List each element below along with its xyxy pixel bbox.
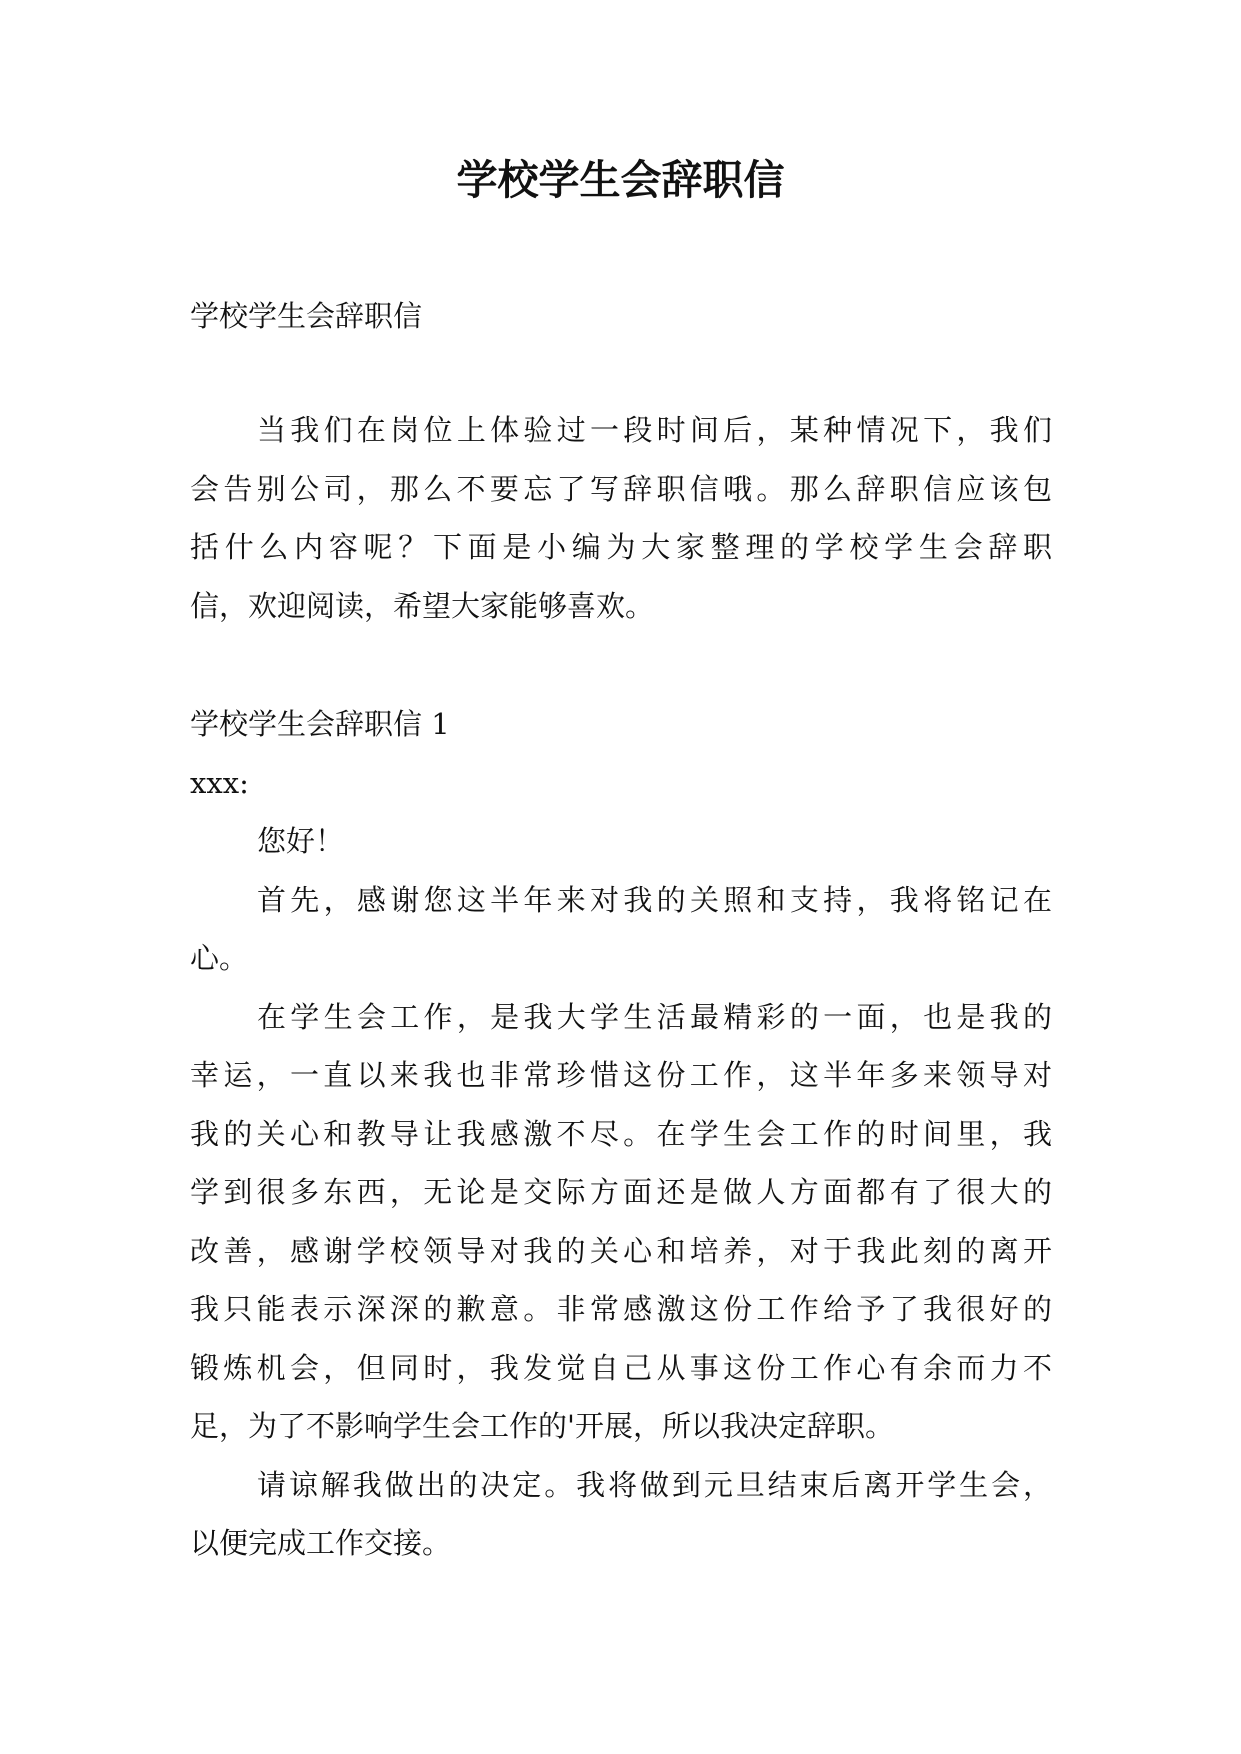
subtitle: 学校学生会辞职信	[190, 299, 423, 333]
document-title: 学校学生会辞职信	[456, 156, 785, 204]
para2-line: 改善，感谢学校领导对我的关心和培养，对于我此刻的离开	[190, 1233, 1052, 1268]
intro-paragraph	[190, 401, 1052, 635]
para2-line: 我只能表示深深的歉意。非常感激这份工作给予了我很好的	[190, 1292, 1052, 1326]
intro-line: 信，欢迎阅读，希望大家能够喜欢。	[190, 588, 655, 623]
salutation: xxx:	[190, 765, 249, 800]
subtitle-block	[190, 287, 1052, 346]
letter-body	[190, 695, 1052, 1573]
para2-line: 我的关心和教导让我感激不尽。在学生会工作的时间里，我	[190, 1116, 1052, 1151]
intro-line: 括什么内容呢？下面是小编为大家整理的学校学生会辞职	[190, 530, 1052, 564]
greeting: 您好！	[257, 824, 345, 858]
intro-line: 会告别公司，那么不要忘了写辞职信哦。那么辞职信应该包	[190, 471, 1052, 506]
para2-line: 足，为了不影响学生会工作的'开展，所以我决定辞职。	[190, 1409, 894, 1443]
letter-heading: 学校学生会辞职信 1	[190, 707, 450, 741]
para2-line: 学到很多东西，无论是交际方面还是做人方面都有了很大的	[190, 1175, 1052, 1209]
para1-line: 首先，感谢您这半年来对我的关照和支持，我将铭记在	[257, 882, 1052, 917]
para2-line: 幸运，一直以来我也非常珍惜这份工作，这半年多来领导对	[190, 1058, 1052, 1092]
para3-line: 以便完成工作交接。	[190, 1526, 452, 1560]
para1-line: 心。	[190, 941, 249, 975]
para2-line: 在学生会工作，是我大学生活最精彩的一面，也是我的	[257, 999, 1052, 1034]
para3-line: 请谅解我做出的决定。我将做到元旦结束后离开学生会，	[257, 1467, 1052, 1502]
para2-line: 锻炼机会，但同时，我发觉自己从事这份工作心有余而力不	[190, 1350, 1052, 1385]
intro-line: 当我们在岗位上体验过一段时间后，某种情况下，我们	[257, 413, 1052, 447]
